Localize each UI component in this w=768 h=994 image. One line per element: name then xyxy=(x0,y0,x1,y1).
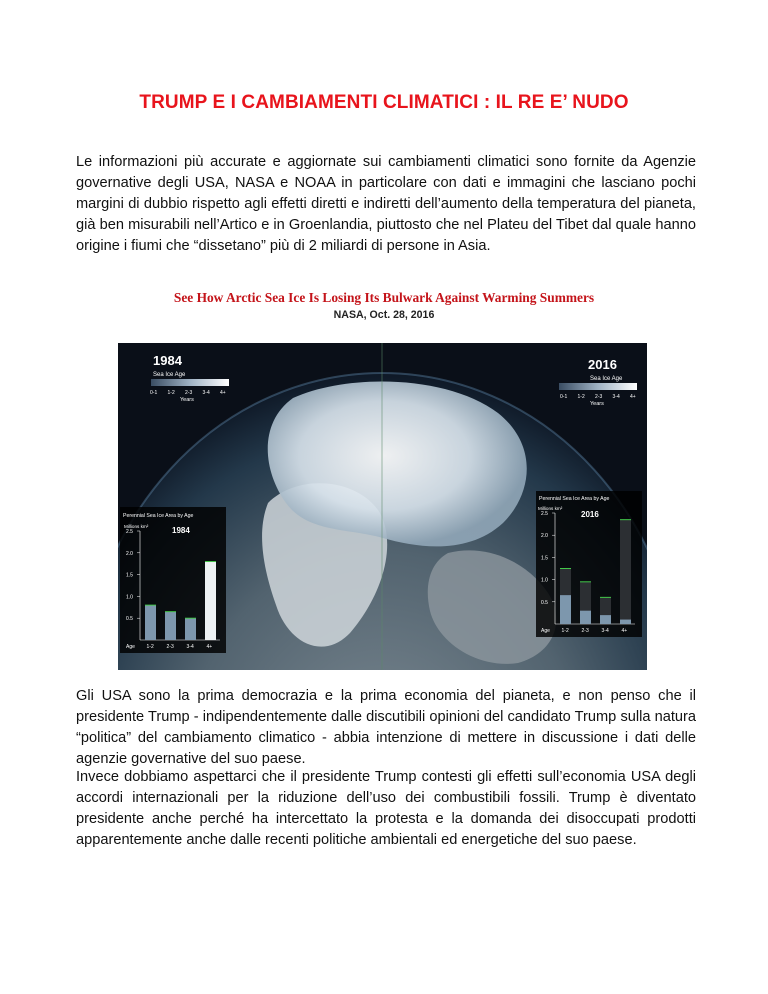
legend-unit-right: Years xyxy=(590,401,604,407)
legend-gradient-right xyxy=(559,383,637,390)
legend-tick-label: 0-1 xyxy=(150,390,158,396)
bar-1984-reference xyxy=(620,520,631,624)
paragraph-intro: Le informazioni più accurate e aggiornate sui cambiamenti climatici sono fornite da Agenzie governative degli USA, NASA e NOAA in particolare con dati e immagini che lasciano pochi margini di dubbio rispetto agli effetti diretti e indiretti dell’aumento della temperatura del pianeta, già ben misurabili nell’Artico e in Groenlandia, piuttosto che nel Plateu del Tibet dal quale hanno origine i fiumi che “dissetano” più di 2 miliardi di persone in Asia. xyxy=(76,154,696,254)
x-tick-label: 3-4 xyxy=(601,628,609,634)
legend-ticks-left xyxy=(150,390,226,396)
paragraph-democracy: Gli USA sono la prima democrazia e la prima economia del pianeta, e non penso che il presidente Trump - indipendentemente dalle discutibili opinioni del candidato Trump sulla natura “politica” del cambiamento climatico - abbia intenzione di mettere in discussione i dati delle agenzie governative del suo paese. xyxy=(76,688,696,767)
paragraph-economy: Invece dobbiamo aspettarci che il presidente Trump contesti gli effetti sull’economia USA degli accordi internazionali per la riduzione dell’uso dei combustibili fossili. Trump è diventato presidente anche perché ha intercettato la protesta e la domanda dei disoccupati prodotti apparentemente anche dalle recenti politiche ambientali ed energetiche del suo paese. xyxy=(76,769,696,848)
y-tick-label: 1.0 xyxy=(541,577,548,584)
chart-title-1984: Perennial Sea Ice Area by Age xyxy=(123,513,194,519)
bar-1-2 xyxy=(560,595,571,624)
bar-4+ xyxy=(205,562,216,640)
bar-1-2 xyxy=(145,605,156,640)
x-tick-label: 1-2 xyxy=(146,644,154,650)
legend-tick-label: 0-1 xyxy=(560,394,568,400)
chart-panel-2016 xyxy=(536,491,642,637)
x-tick-label: 4+ xyxy=(206,644,213,650)
legend-title-right: Sea Ice Age xyxy=(590,376,623,382)
figure-caption: See How Arctic Sea Ice Is Losing Its Bulwark Against Warming Summers xyxy=(173,290,595,305)
x-tick-label: 2-3 xyxy=(581,628,589,634)
legend-unit-left: Years xyxy=(180,397,194,403)
x-axis-label: Age xyxy=(541,628,550,634)
y-tick-label: 2.5 xyxy=(541,511,548,517)
x-tick-label: 2-3 xyxy=(166,644,174,650)
legend-tick-label: 4+ xyxy=(220,390,226,396)
bar-2-3 xyxy=(165,612,176,640)
chart-title-2016: Perennial Sea Ice Area by Age xyxy=(539,496,610,502)
legend-tick-label: 1-2 xyxy=(167,390,175,396)
chart-subtitle-2016: 2016 xyxy=(581,510,599,519)
year-label-right: 2016 xyxy=(588,357,617,372)
bar-3-4 xyxy=(185,618,196,640)
y-tick-label: 1.0 xyxy=(126,594,133,601)
chart-panel-1984 xyxy=(120,507,226,653)
x-tick-label: 3-4 xyxy=(186,644,194,650)
legend-title-left: Sea Ice Age xyxy=(153,372,186,378)
x-axis-label: Age xyxy=(126,644,135,650)
year-label-left: 1984 xyxy=(153,353,182,368)
x-tick-label: 1-2 xyxy=(561,628,569,634)
bar-4+ xyxy=(620,620,631,624)
legend-tick-label: 2-3 xyxy=(185,390,193,396)
sea-ice-visualization xyxy=(118,343,647,670)
bar-3-4 xyxy=(600,615,611,624)
arctic-sea-ice-figure xyxy=(118,343,647,670)
y-tick-label: 0.5 xyxy=(126,616,133,623)
y-tick-label: 1.5 xyxy=(126,572,133,579)
legend-tick-label: 4+ xyxy=(630,394,636,400)
legend-tick-label: 1-2 xyxy=(577,394,585,400)
y-tick-label: 2.5 xyxy=(126,529,133,535)
legend-gradient-left xyxy=(151,379,229,386)
chart-ylabel-1984: Millions km² xyxy=(124,524,149,529)
y-tick-label: 2.0 xyxy=(541,533,548,540)
legend-ticks-right xyxy=(560,394,636,400)
x-tick-label: 4+ xyxy=(621,628,628,634)
y-tick-label: 2.0 xyxy=(126,550,133,557)
y-tick-label: 1.5 xyxy=(541,555,548,562)
y-tick-label: 0.5 xyxy=(541,599,548,606)
legend-tick-label: 3-4 xyxy=(612,394,620,400)
chart-subtitle-1984: 1984 xyxy=(172,526,190,535)
document-title: TRUMP E I CAMBIAMENTI CLIMATICI : IL RE E’ NUDO xyxy=(139,92,629,113)
figure-source: NASA, Oct. 28, 2016 xyxy=(333,309,435,321)
bar-2-3 xyxy=(580,611,591,624)
chart-ylabel-2016: Millions km² xyxy=(538,506,563,511)
legend-tick-label: 3-4 xyxy=(202,390,210,396)
legend-tick-label: 2-3 xyxy=(595,394,603,400)
